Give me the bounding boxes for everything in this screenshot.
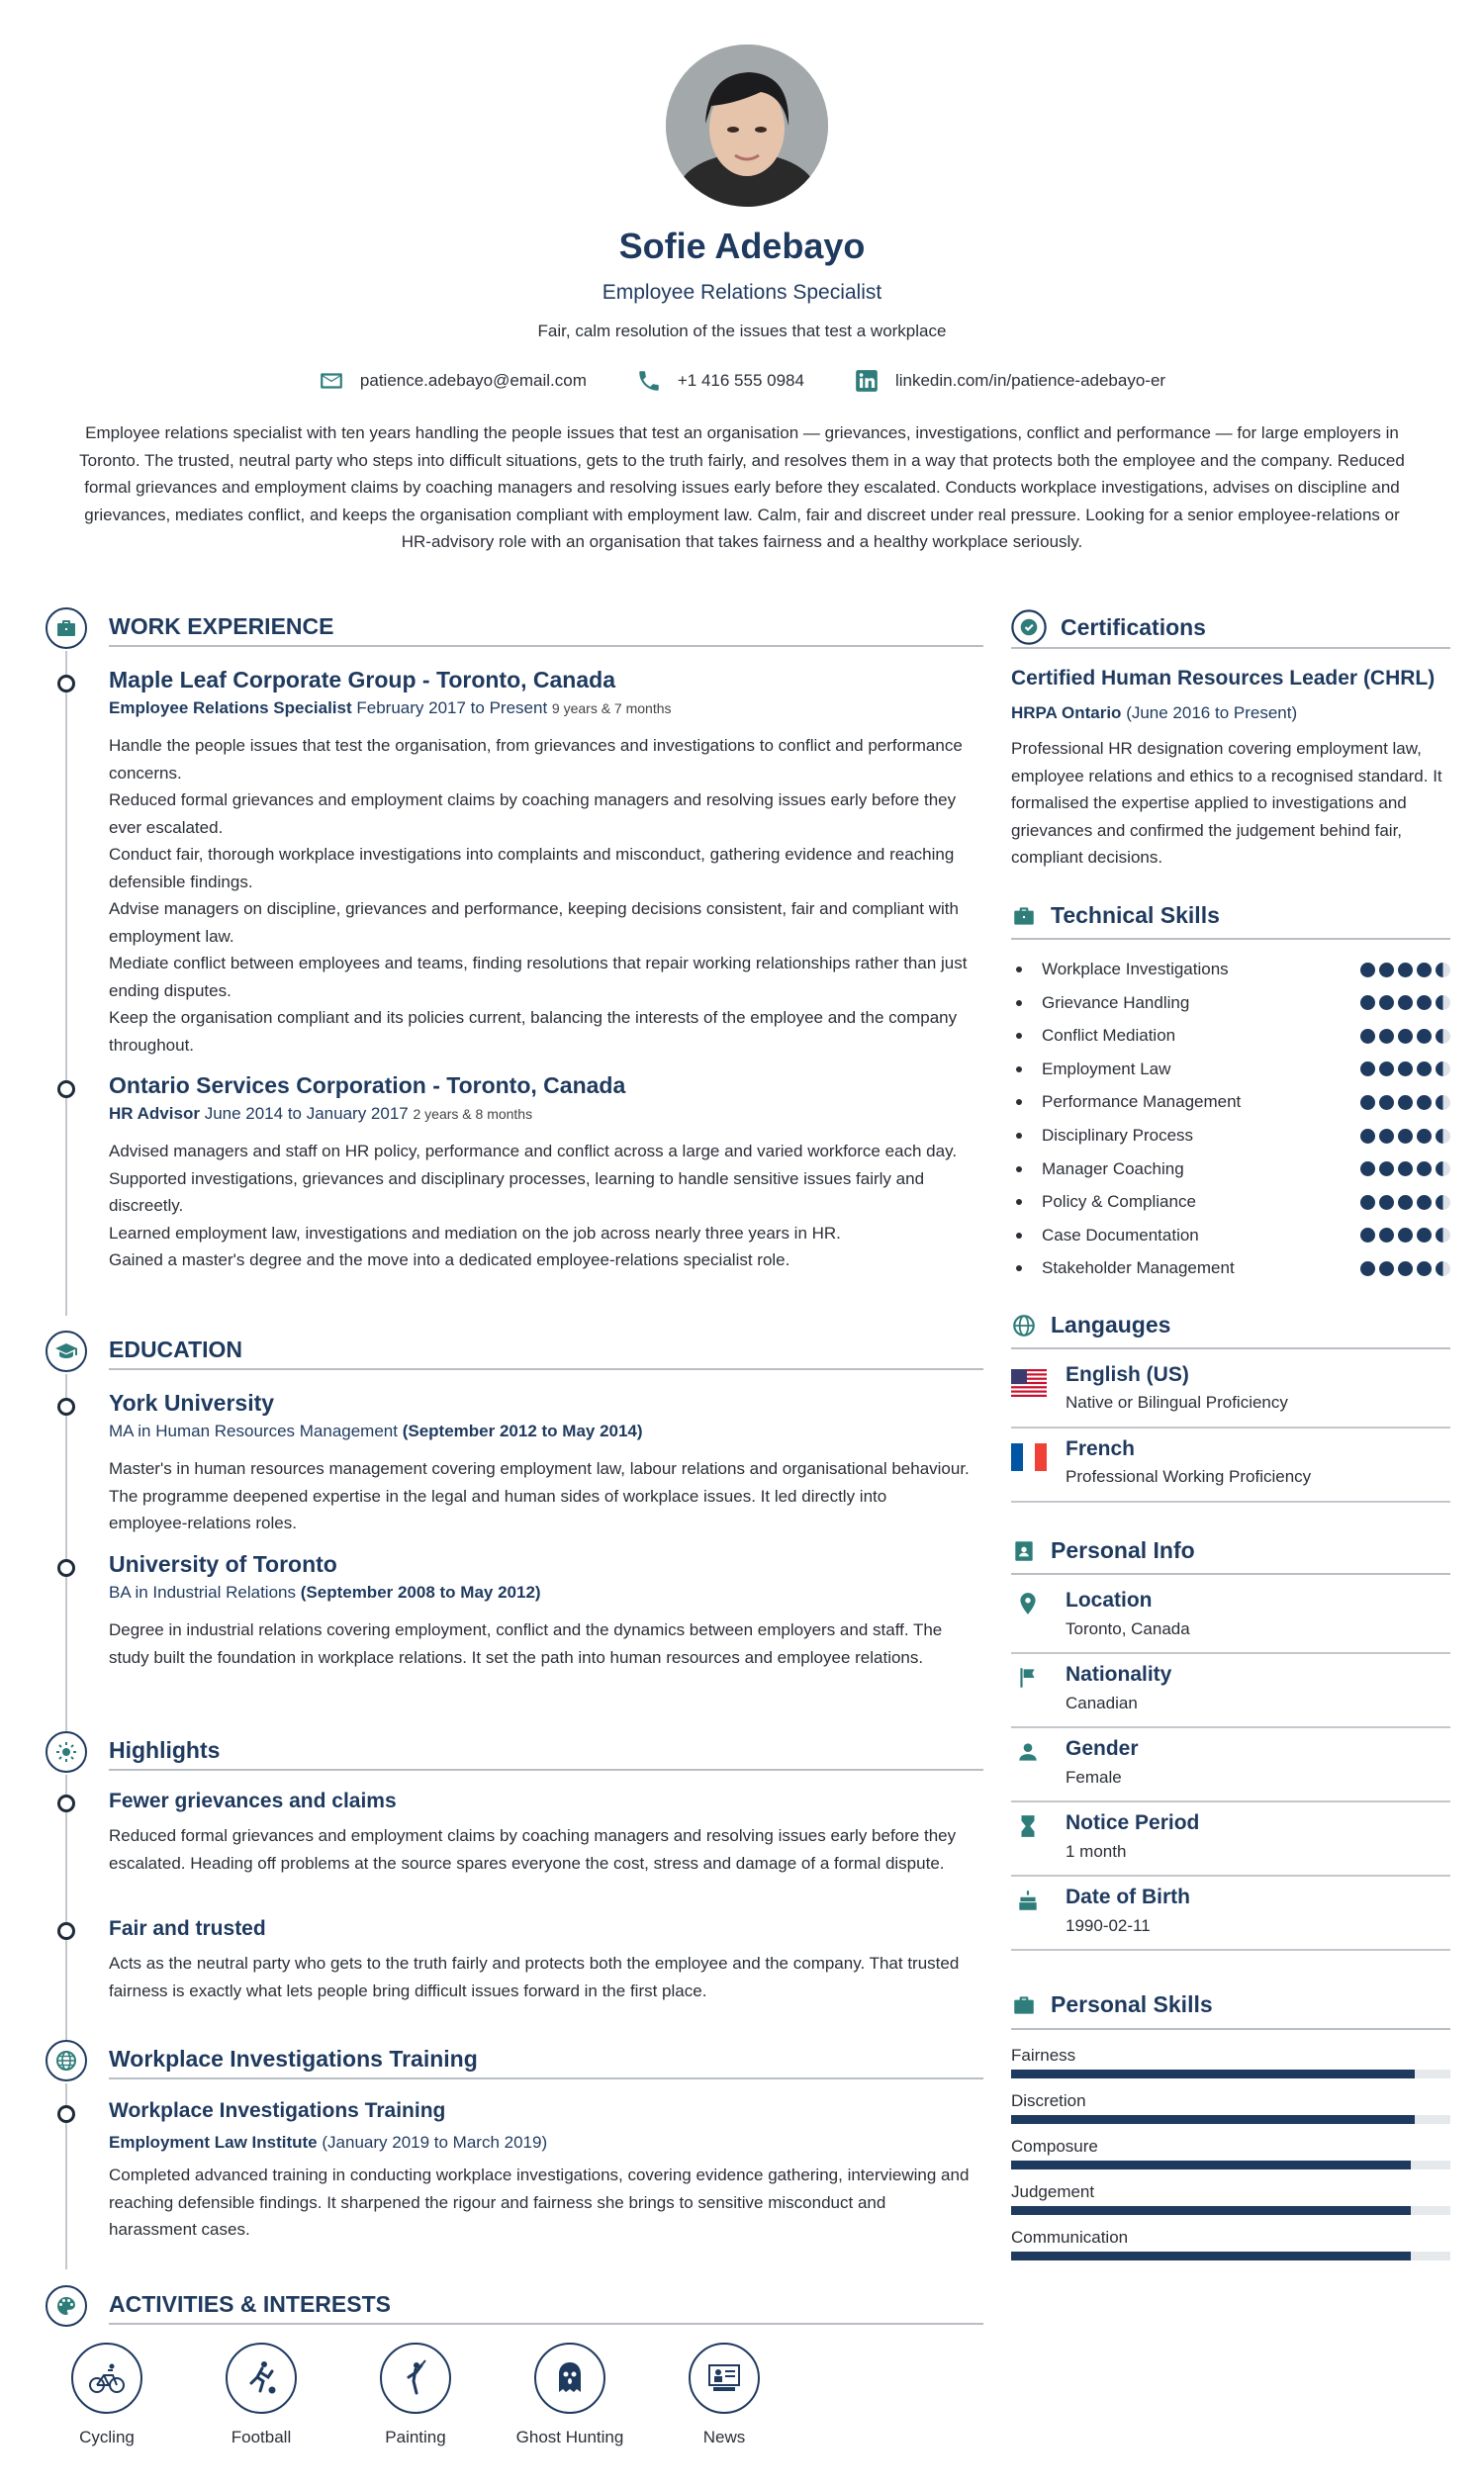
education-meta (109, 1419, 970, 1444)
bullet-point (1016, 1066, 1022, 1072)
email-icon (319, 368, 344, 394)
training-body: Completed advanced training in conducting workplace investigations, covering evidence gathering, interviewing and reaching defensible findings. It sharpened the rigour and fairness she brings to sensitive misconduct and harassment cases. (109, 2166, 970, 2239)
highlight-body: Reduced formal grievances and employment claims by coaching managers and resolving issues early before they escalated. Heading off problems at the source spares everyone the cost, stress and damage of a formal dispute. (109, 1826, 957, 1873)
job-company: Maple Leaf Corporate Group - Toronto, Canada (109, 667, 615, 692)
technical-skill-item (1011, 1226, 1450, 1245)
activity-item (202, 2343, 321, 2447)
language-level: Professional Working Proficiency (1066, 1467, 1312, 1486)
rating-dot (1417, 1061, 1432, 1076)
section-divider (109, 1368, 983, 1370)
skill-name: Composure (1011, 2137, 1098, 2156)
cycling-icon (71, 2343, 142, 2414)
technical-skill-item (1011, 1126, 1450, 1146)
timeline-dot (57, 1922, 75, 1940)
linkedin-text: linkedin.com/in/patience-adebayo-er (894, 371, 1166, 390)
rating-dot (1379, 963, 1394, 977)
skill-name: Policy & Compliance (1042, 1192, 1196, 1212)
rating-dot (1360, 1129, 1375, 1144)
skill-bar (1011, 2161, 1450, 2169)
timeline-dot (57, 1398, 75, 1416)
activity-item (356, 2343, 475, 2447)
globe-icon (46, 2040, 87, 2081)
rating-dot (1436, 995, 1450, 1010)
job-bullet: Mediate conflict between employees and teams, finding resolutions that repair working relationships rather than just ending disputes. (109, 954, 968, 1000)
briefcase-icon (46, 607, 87, 649)
contact-bar (0, 368, 1484, 394)
rating-dot (1398, 1195, 1413, 1210)
job-dates: June 2014 to January 2017 (204, 1104, 409, 1123)
activity-label: Painting (385, 2428, 446, 2446)
training-org: Employment Law Institute (109, 2133, 318, 2152)
football-icon (226, 2343, 297, 2414)
school-name: University of Toronto (109, 1551, 337, 1577)
candidate-name: Sofie Adebayo (618, 226, 866, 266)
rating-dot (1360, 1261, 1375, 1276)
skill-name: Grievance Handling (1042, 992, 1190, 1012)
education-description: Degree in industrial relations covering employment, conflict and the dynamics between employers and staff. The study built the foundation in workplace relations. It set the path into human resources and employee relations. (109, 1620, 943, 1667)
info-value: 1990-02-11 (1066, 1916, 1151, 1935)
rating-dot (1417, 1161, 1432, 1176)
timeline-dot (57, 2105, 75, 2123)
rating-dot (1360, 995, 1375, 1010)
technical-skill-item (1011, 1192, 1450, 1212)
training-section-title: Workplace Investigations Training (109, 2046, 478, 2072)
education-dates: (September 2012 to May 2014) (402, 1422, 643, 1440)
bullet-point (1016, 1166, 1022, 1172)
certificate-badge-icon (1011, 609, 1047, 645)
certification-issuer: HRPA Ontario (1011, 703, 1122, 722)
job-bullet: Gained a master's degree and the move into a dedicated employee-relations specialist role. (109, 1250, 790, 1269)
rating-dot (1360, 963, 1375, 977)
section-divider (1011, 1347, 1450, 1349)
skill-rating (1360, 1129, 1450, 1144)
job-meta (109, 1101, 970, 1127)
job-role: Employee Relations Specialist (109, 698, 352, 717)
toolbox-icon (1011, 903, 1037, 929)
skill-rating (1360, 1061, 1450, 1076)
contact-phone[interactable] (636, 368, 804, 394)
skill-bar (1011, 2115, 1450, 2124)
activity-label: Football (231, 2428, 292, 2446)
bullet-point (1016, 967, 1022, 972)
personal-skills-title: Personal Skills (1051, 1991, 1213, 2017)
highlight-entry (109, 1787, 970, 1877)
technical-skill-item (1011, 1060, 1450, 1079)
job-bullet: Conduct fair, thorough workplace investigations into complaints and misconduct, gathering evidence and reaching defensible findings. (109, 845, 955, 891)
highlight-body: Acts as the neutral party who gets to the truth fairly and protects both the employee and the company. That trusted fairness is exactly what lets people bring difficult issues forward in the first place. (109, 1954, 960, 2000)
contact-linkedin[interactable] (854, 368, 1165, 394)
rating-dot (1360, 1161, 1375, 1176)
certification-dates: (June 2016 to Present) (1126, 703, 1298, 722)
skill-bar-fill (1011, 2206, 1411, 2215)
certification-description: Professional HR designation covering employment law, employee relations and ethics to a recognised standard. It formalised the expertise applied to investigations and grievances and confirmed the judgement behind fair, compliant decisions. (1011, 739, 1442, 867)
skill-rating (1360, 1228, 1450, 1243)
rating-dot (1379, 1061, 1394, 1076)
rating-dot (1436, 1029, 1450, 1044)
info-label: Notice Period (1066, 1811, 1200, 1834)
education-dates: (September 2008 to May 2012) (300, 1583, 541, 1602)
technical-skill-item (1011, 960, 1450, 979)
rating-dot (1379, 1095, 1394, 1110)
info-label: Gender (1066, 1737, 1139, 1760)
info-value: Toronto, Canada (1066, 1619, 1190, 1638)
skill-rating (1360, 1161, 1450, 1176)
job-duration: 9 years & 7 months (551, 700, 672, 716)
rating-dot (1417, 963, 1432, 977)
rating-dot (1417, 1261, 1432, 1276)
activities-list (47, 2343, 784, 2447)
skill-name: Fairness (1011, 2046, 1076, 2065)
news-icon (689, 2343, 760, 2414)
education-meta (109, 1580, 970, 1606)
technical-skill-item (1011, 1026, 1450, 1046)
rating-dot (1417, 1029, 1432, 1044)
skill-name: Conflict Mediation (1042, 1026, 1176, 1046)
person-icon (1015, 1739, 1041, 1765)
degree-name: MA in Human Resources Management (109, 1422, 398, 1440)
job-bullets (109, 732, 970, 1059)
certification-meta (1011, 703, 1297, 723)
timeline-dot (57, 1559, 75, 1577)
rating-dot (1436, 1129, 1450, 1144)
rating-dot (1398, 1261, 1413, 1276)
technical-skill-item (1011, 1258, 1450, 1278)
job-bullet: Advise managers on discipline, grievances and performance, keeping decisions consistent, fair and compliant with employment law. (109, 899, 959, 946)
technical-skill-item (1011, 993, 1450, 1013)
timeline-line (65, 1775, 67, 2050)
education-entry (109, 1388, 970, 1537)
rating-dot (1398, 1228, 1413, 1243)
school-name: York University (109, 1390, 275, 1416)
rating-dot (1379, 1161, 1394, 1176)
skill-rating (1360, 1029, 1450, 1044)
personal-skill-item (1011, 2046, 1450, 2078)
skill-rating (1360, 1261, 1450, 1276)
skill-name: Stakeholder Management (1042, 1258, 1235, 1278)
info-value: 1 month (1066, 1842, 1127, 1861)
section-divider (1011, 938, 1450, 940)
work-experience-title: WORK EXPERIENCE (109, 613, 334, 639)
info-label: Nationality (1066, 1663, 1172, 1686)
highlight-title: Fair and trusted (109, 1917, 266, 1940)
rating-dot (1360, 1228, 1375, 1243)
job-entry (109, 1070, 970, 1274)
job-bullet: Advised managers and staff on HR policy, performance and conflict across a large and varied workforce each day. (109, 1142, 958, 1160)
linkedin-icon (854, 368, 880, 394)
certifications-header (1011, 609, 1206, 645)
section-divider (109, 2323, 983, 2325)
section-divider (109, 645, 983, 647)
skill-rating (1360, 963, 1450, 977)
profile-summary: Employee relations specialist with ten years handling the people issues that test an organisation — grievances, investigations, conflict and performance — for large employers in Toronto. The trusted, neutral party who steps into difficult situations, gets to the truth fairly, and resolves them in a way that protects both the employee and the company. Reduced formal grievances and employment claims by coaching managers and resolving issues early before they escalated. Conducts workplace investigations, advises on discipline and grievances, mediates conflict, and keeps the organisation compliant with employment law. Calm, fair and discreet under real pressure. Looking for a senior employee-relations or HR-advisory role with an organisation that takes fairness and a healthy workplace seriously. (79, 423, 1405, 551)
skill-name: Communication (1011, 2228, 1129, 2247)
activity-item (47, 2343, 166, 2447)
training-entry (109, 2096, 970, 2244)
hourglass-icon (1015, 1813, 1041, 1839)
rating-dot (1360, 1061, 1375, 1076)
job-bullets (109, 1138, 970, 1274)
timeline-line (65, 651, 67, 1316)
rating-dot (1436, 1195, 1450, 1210)
skill-name: Workplace Investigations (1042, 960, 1229, 978)
skill-bar (1011, 2070, 1450, 2078)
skill-rating (1360, 995, 1450, 1010)
phone-text: +1 416 555 0984 (677, 371, 804, 390)
rating-dot (1398, 963, 1413, 977)
activity-item (510, 2343, 629, 2447)
skill-name: Employment Law (1042, 1059, 1171, 1078)
flag-icon (1015, 1665, 1041, 1691)
skill-rating (1360, 1095, 1450, 1110)
sun-icon (46, 1731, 87, 1773)
job-bullet: Supported investigations, grievances and disciplinary processes, learning to handle sensitive issues fairly and discreetly. (109, 1168, 925, 1215)
timeline-dot (57, 675, 75, 692)
job-duration: 2 years & 8 months (413, 1106, 533, 1122)
us-flag-icon (1011, 1369, 1047, 1397)
section-divider (109, 2077, 983, 2079)
painting-icon (380, 2343, 451, 2414)
skill-name: Disciplinary Process (1042, 1126, 1194, 1145)
skill-rating (1360, 1195, 1450, 1210)
skill-name: Discretion (1011, 2091, 1086, 2110)
technical-skill-item (1011, 1159, 1450, 1179)
skill-bar-fill (1011, 2070, 1415, 2078)
certifications-title: Certifications (1061, 613, 1206, 640)
cake-icon (1015, 1888, 1041, 1913)
rating-dot (1360, 1095, 1375, 1110)
personal-skill-item (1011, 2182, 1450, 2215)
highlight-title: Fewer grievances and claims (109, 1790, 397, 1812)
rating-dot (1436, 1095, 1450, 1110)
job-bullet: Learned employment law, investigations and mediation on the job across nearly three years in HR. (109, 1223, 841, 1243)
timeline-dot (57, 1080, 75, 1098)
rating-dot (1379, 1029, 1394, 1044)
training-dates: (January 2019 to March 2019) (322, 2133, 548, 2152)
rating-dot (1379, 995, 1394, 1010)
rating-dot (1379, 1195, 1394, 1210)
bullet-point (1016, 1265, 1022, 1271)
job-bullet: Reduced formal grievances and employment claims by coaching managers and resolving issues early before they ever escalated. (109, 790, 957, 837)
highlights-title: Highlights (109, 1737, 221, 1763)
rating-dot (1436, 1261, 1450, 1276)
job-company: Ontario Services Corporation - Toronto, Canada (109, 1072, 626, 1098)
rating-dot (1417, 1095, 1432, 1110)
info-label: Location (1066, 1589, 1153, 1612)
education-description: Master's in human resources management covering employment law, labour relations and organisational behaviour. The programme deepened expertise in the legal and human sides of workplace issues. It led directly into employee-relations roles. (109, 1459, 970, 1532)
phone-icon (636, 368, 662, 394)
info-value: Canadian (1066, 1694, 1138, 1712)
ghost-icon (534, 2343, 605, 2414)
skill-name: Judgement (1011, 2182, 1095, 2201)
rating-dot (1360, 1029, 1375, 1044)
language-name: English (US) (1066, 1363, 1189, 1386)
job-role: HR Advisor (109, 1104, 200, 1123)
activity-label: Cycling (79, 2428, 135, 2446)
rating-dot (1398, 1061, 1413, 1076)
rating-dot (1360, 1195, 1375, 1210)
tagline: Fair, calm resolution of the issues that test a workplace (537, 322, 947, 340)
id-badge-icon (1011, 1538, 1037, 1564)
skill-name: Case Documentation (1042, 1225, 1199, 1245)
item-divider (1011, 1726, 1450, 1728)
education-entry (109, 1549, 970, 1671)
technical-skill-item (1011, 1092, 1450, 1112)
section-divider (109, 1769, 983, 1771)
rating-dot (1398, 1029, 1413, 1044)
language-level: Native or Bilingual Proficiency (1066, 1393, 1288, 1412)
rating-dot (1417, 1129, 1432, 1144)
personal-skill-item (1011, 2091, 1450, 2124)
highlight-entry (109, 1914, 970, 2004)
rating-dot (1398, 1095, 1413, 1110)
skill-bar (1011, 2252, 1450, 2260)
rating-dot (1436, 963, 1450, 977)
job-dates: February 2017 to Present (356, 698, 548, 717)
email-text: patience.adebayo@email.com (359, 371, 587, 390)
bullet-point (1016, 1199, 1022, 1205)
item-divider (1011, 1427, 1450, 1429)
item-divider (1011, 1875, 1450, 1877)
rating-dot (1436, 1061, 1450, 1076)
certification-name: Certified Human Resources Leader (CHRL) (1011, 667, 1436, 690)
personal-skills-header (1011, 1991, 1213, 2018)
section-divider (1011, 647, 1450, 649)
rating-dot (1417, 1228, 1432, 1243)
job-bullet: Handle the people issues that test the organisation, from grievances and investigations to conflict and performance concerns. (109, 736, 963, 783)
info-value: Female (1066, 1768, 1122, 1787)
education-title: EDUCATION (109, 1337, 243, 1362)
personal-info-title: Personal Info (1051, 1537, 1195, 1563)
job-entry (109, 665, 970, 1059)
skill-bar-fill (1011, 2115, 1415, 2124)
activity-item (665, 2343, 784, 2447)
globe-icon (1011, 1313, 1037, 1338)
skills-badge-icon (1011, 1992, 1037, 2018)
profile-photo (666, 45, 828, 207)
rating-dot (1379, 1129, 1394, 1144)
skill-name: Manager Coaching (1042, 1158, 1184, 1178)
skill-bar (1011, 2206, 1450, 2215)
timeline-line (65, 1374, 67, 1740)
bullet-point (1016, 1099, 1022, 1105)
job-title: Employee Relations Specialist (602, 281, 882, 304)
bullet-point (1016, 1000, 1022, 1006)
timeline-dot (57, 1795, 75, 1812)
rating-dot (1379, 1228, 1394, 1243)
rating-dot (1417, 995, 1432, 1010)
language-name: French (1066, 1437, 1136, 1460)
training-title: Workplace Investigations Training (109, 2099, 446, 2122)
activity-label: Ghost Hunting (515, 2428, 624, 2446)
section-divider (1011, 1573, 1450, 1575)
graduation-cap-icon (46, 1331, 87, 1372)
rating-dot (1398, 1161, 1413, 1176)
rating-dot (1398, 1129, 1413, 1144)
palette-icon (46, 2285, 87, 2327)
section-divider (1011, 2028, 1450, 2030)
personal-skill-item (1011, 2137, 1450, 2169)
bullet-point (1016, 1133, 1022, 1139)
rating-dot (1436, 1228, 1450, 1243)
location-pin-icon (1015, 1591, 1041, 1616)
fr-flag-icon (1011, 1443, 1047, 1471)
skill-bar-fill (1011, 2252, 1411, 2260)
job-bullet: Keep the organisation compliant and its policies current, balancing the interests of the employee and the company throughout. (109, 1008, 958, 1055)
personal-info-header (1011, 1537, 1195, 1564)
activities-title: ACTIVITIES & INTERESTS (109, 2291, 391, 2317)
item-divider (1011, 1800, 1450, 1802)
training-meta (109, 2130, 970, 2156)
skill-bar-fill (1011, 2161, 1411, 2169)
skill-name: Performance Management (1042, 1092, 1242, 1112)
rating-dot (1379, 1261, 1394, 1276)
languages-header (1011, 1312, 1170, 1338)
activity-label: News (702, 2428, 746, 2446)
item-divider (1011, 1949, 1450, 1951)
languages-title: Langauges (1051, 1312, 1171, 1337)
item-divider (1011, 1652, 1450, 1654)
technical-skills-title: Technical Skills (1051, 902, 1220, 928)
rating-dot (1398, 995, 1413, 1010)
degree-name: BA in Industrial Relations (109, 1583, 296, 1602)
bullet-point (1016, 1033, 1022, 1039)
personal-skill-item (1011, 2228, 1450, 2260)
bullet-point (1016, 1233, 1022, 1239)
rating-dot (1417, 1195, 1432, 1210)
item-divider (1011, 1501, 1450, 1503)
rating-dot (1436, 1161, 1450, 1176)
job-meta (109, 695, 970, 721)
contact-email[interactable] (319, 368, 587, 394)
technical-skills-header (1011, 902, 1220, 929)
info-label: Date of Birth (1066, 1886, 1190, 1908)
